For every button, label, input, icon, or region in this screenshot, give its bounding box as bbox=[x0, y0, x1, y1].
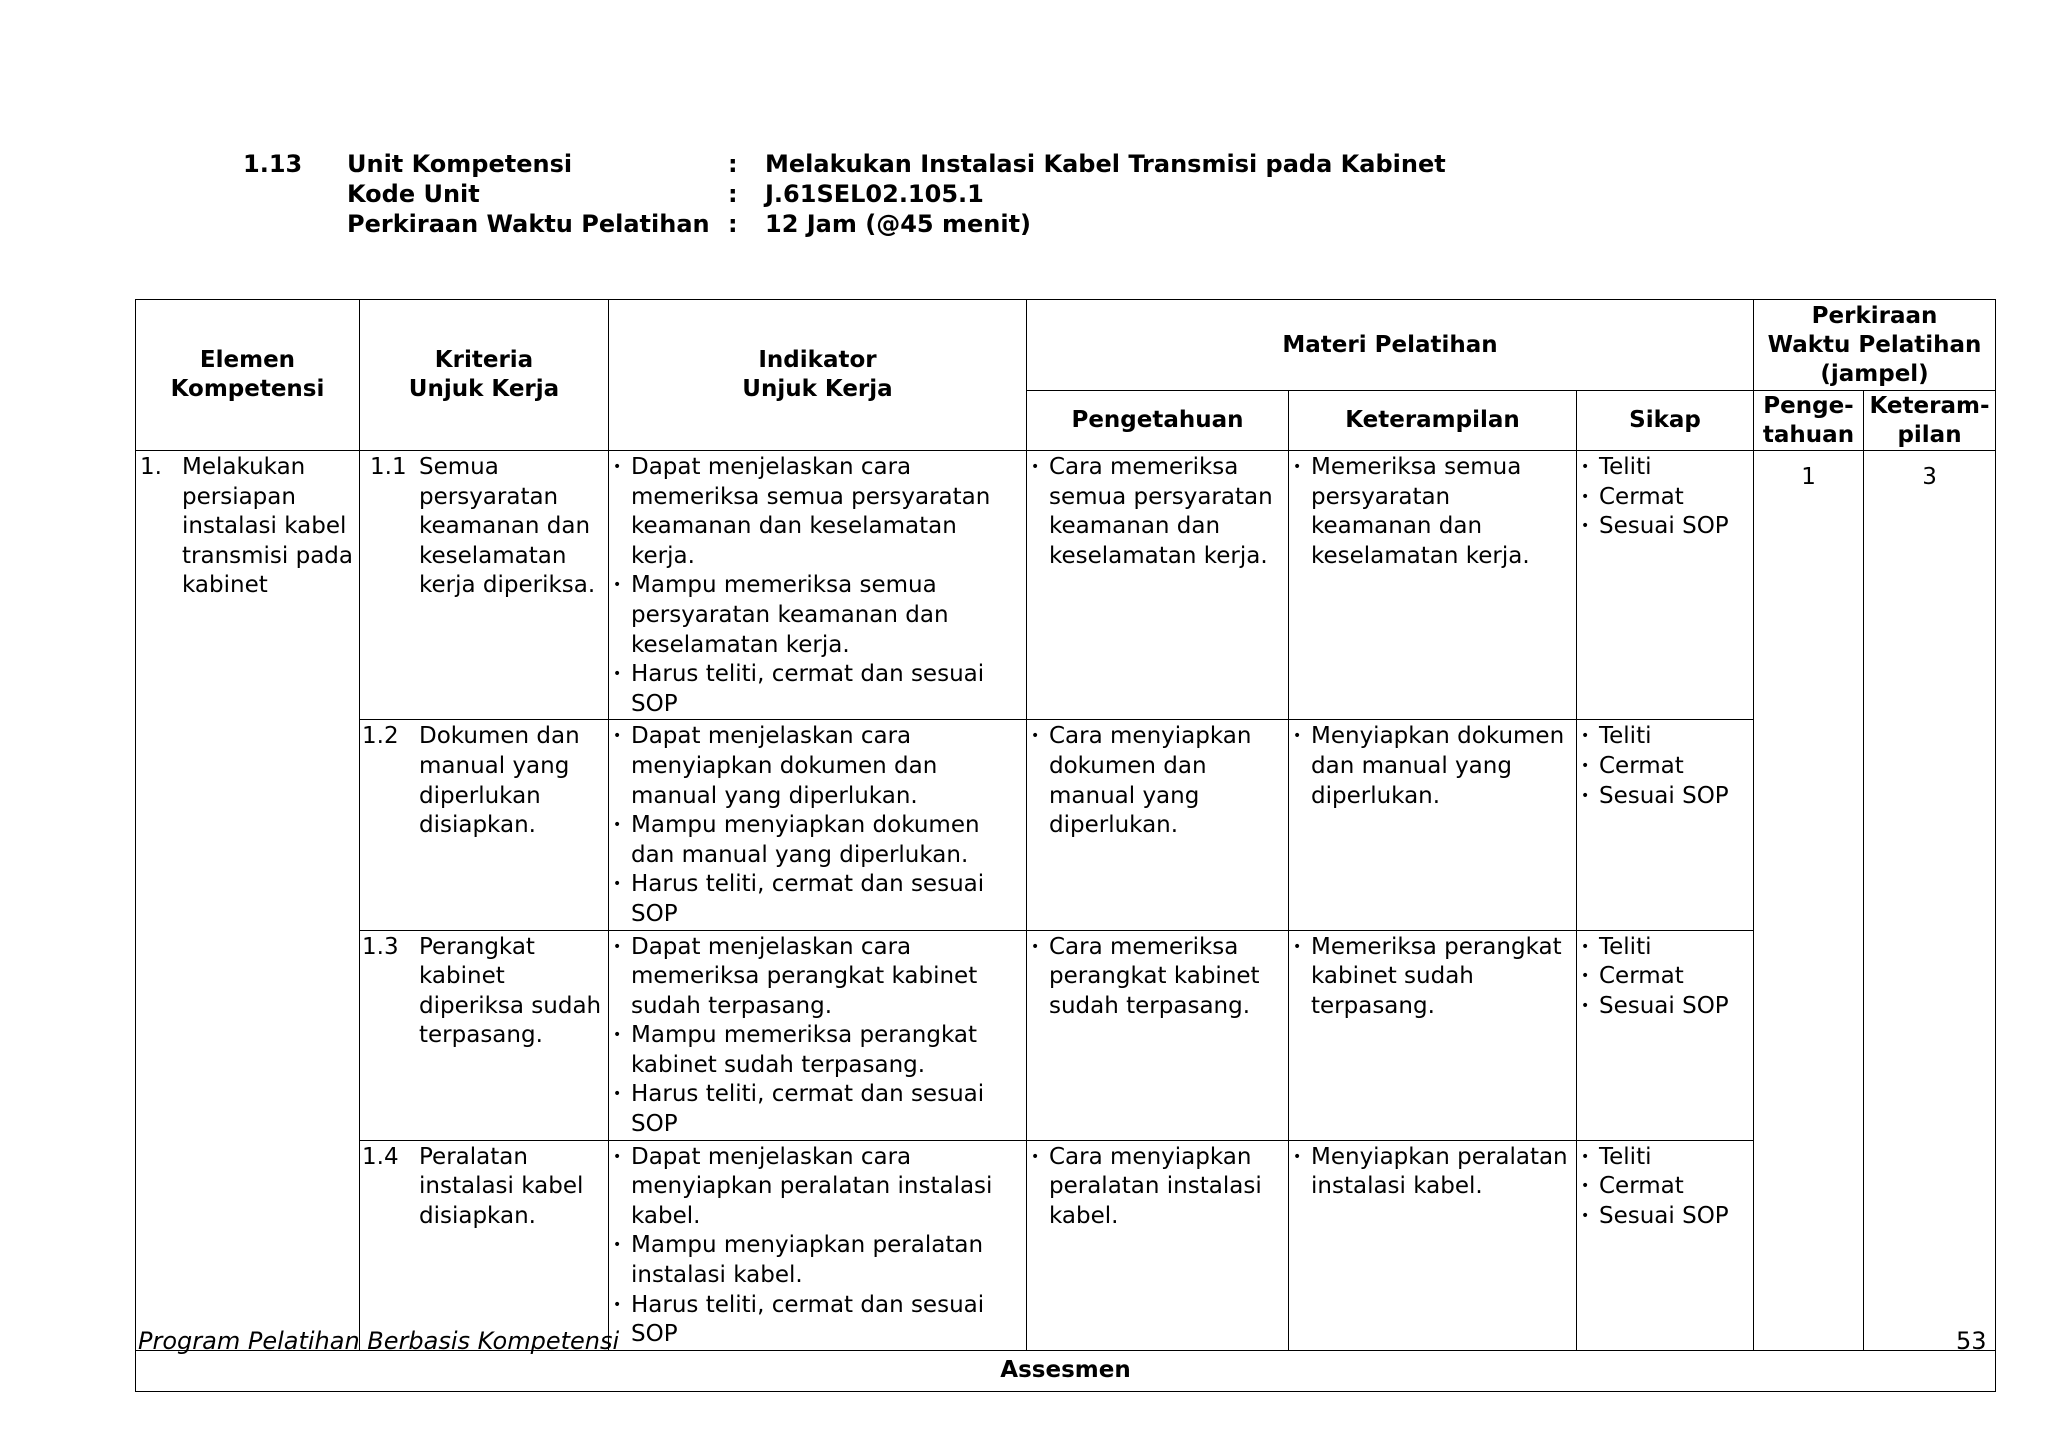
skill-item: • Menyiapkan dokumen dan manual yang diperlukan. bbox=[1291, 722, 1574, 811]
col-header-pengetahuan: Pengetahuan bbox=[1027, 391, 1289, 451]
kriteria-cell bbox=[360, 1140, 609, 1350]
col-header-penge: Penge- tahuan bbox=[1754, 391, 1864, 451]
col-header-keterampilan: Keterampilan bbox=[1289, 391, 1577, 451]
header-colon: : bbox=[728, 210, 738, 238]
header-colon: : bbox=[728, 180, 738, 208]
attitude-item: • Teliti bbox=[1579, 453, 1751, 483]
criteria-text: keamanan dan bbox=[419, 513, 591, 540]
indicator-item: • Harus teliti, cermat dan sesuai SOP bbox=[611, 1080, 1024, 1139]
element-number: 1. bbox=[140, 454, 162, 480]
indikator-cell bbox=[609, 451, 1027, 720]
indicator-item: • Dapat menjelaskan cara menyiapkan dokumen dan manual yang diperlukan. bbox=[611, 722, 1024, 811]
indicator-item: • Mampu memeriksa perangkat kabinet sudah terpasang. bbox=[611, 1021, 1024, 1080]
keterampilan-cell bbox=[1289, 451, 1577, 720]
hours-pengetahuan: 1 bbox=[1801, 464, 1816, 490]
keterampilan-cell bbox=[1289, 720, 1577, 930]
sikap-cell bbox=[1577, 720, 1754, 930]
col-header-waktu: Perkiraan Waktu Pelatihan (jampel) bbox=[1754, 300, 1996, 391]
kriteria-cell bbox=[360, 930, 609, 1140]
sikap-cell bbox=[1577, 451, 1754, 720]
criteria-text: disiapkan. bbox=[419, 1202, 536, 1229]
element-text: transmisi pada bbox=[182, 542, 353, 569]
col-header-materi: Materi Pelatihan bbox=[1027, 300, 1754, 391]
attitude-item: • Sesuai SOP bbox=[1579, 512, 1751, 542]
knowledge-item: • Cara menyiapkan peralatan instalasi kabel. bbox=[1029, 1143, 1286, 1232]
col-header-keteram: Keteram- pilan bbox=[1864, 391, 1996, 451]
pengetahuan-cell bbox=[1027, 720, 1289, 930]
header-row-top bbox=[136, 300, 1996, 391]
criteria-text: Perangkat bbox=[419, 933, 535, 960]
indikator-cell bbox=[609, 930, 1027, 1140]
criteria-text: keselamatan bbox=[419, 542, 567, 569]
pengetahuan-cell bbox=[1027, 930, 1289, 1140]
knowledge-item: • Cara memeriksa semua persyaratan keamanan dan keselamatan kerja. bbox=[1029, 453, 1286, 571]
indicator-item: • Harus teliti, cermat dan sesuai SOP bbox=[611, 870, 1024, 929]
col-header-sikap: Sikap bbox=[1577, 391, 1754, 451]
attitude-item: • Teliti bbox=[1579, 1143, 1751, 1173]
unit-header bbox=[0, 150, 2048, 240]
element-text: persiapan bbox=[182, 483, 296, 510]
page-number: 53 bbox=[1956, 1327, 1987, 1355]
criteria-text: diperiksa sudah bbox=[419, 992, 602, 1019]
skill-item: • Memeriksa semua persyaratan keamanan dan keselamatan kerja. bbox=[1291, 453, 1574, 571]
kriteria-cell bbox=[360, 451, 609, 720]
header-colon: : bbox=[728, 150, 738, 178]
hours-keterampilan-cell bbox=[1864, 451, 1996, 1351]
header-value: Melakukan Instalasi Kabel Transmisi pada Kabinet bbox=[765, 150, 1446, 178]
footer-program: Program Pelatihan Berbasis Kompetensi bbox=[138, 1327, 620, 1355]
competency-table bbox=[135, 299, 1996, 1392]
header-row-unit bbox=[0, 150, 2048, 180]
attitude-item: • Cermat bbox=[1579, 962, 1751, 992]
indicator-item: • Mampu memeriksa semua persyaratan keamanan dan keselamatan kerja. bbox=[611, 571, 1024, 660]
pengetahuan-cell bbox=[1027, 1140, 1289, 1350]
col-header-kriteria: Kriteria Unjuk Kerja bbox=[360, 300, 609, 451]
criteria-text: manual yang bbox=[419, 752, 570, 779]
elemen-cell bbox=[136, 451, 360, 1351]
criteria-text: persyaratan bbox=[419, 483, 559, 510]
criteria-text: disiapkan. bbox=[419, 812, 536, 839]
skill-item: • Memeriksa perangkat kabinet sudah terpasang. bbox=[1291, 933, 1574, 1022]
pengetahuan-cell bbox=[1027, 451, 1289, 720]
knowledge-item: • Cara memeriksa perangkat kabinet sudah terpasang. bbox=[1029, 933, 1286, 1022]
indicator-item: • Dapat menjelaskan cara memeriksa perangkat kabinet sudah terpasang. bbox=[611, 933, 1024, 1022]
table-row bbox=[136, 1140, 1996, 1350]
indicator-item: • Dapat menjelaskan cara menyiapkan peralatan instalasi kabel. bbox=[611, 1143, 1024, 1232]
keterampilan-cell bbox=[1289, 1140, 1577, 1350]
keterampilan-cell bbox=[1289, 930, 1577, 1140]
header-row-kode bbox=[0, 180, 2048, 210]
header-label: Perkiraan Waktu Pelatihan bbox=[347, 210, 710, 238]
element-text: Melakukan bbox=[182, 454, 306, 480]
section-number: 1.13 bbox=[243, 150, 303, 178]
attitude-item: • Cermat bbox=[1579, 1172, 1751, 1202]
kriteria-cell bbox=[360, 720, 609, 930]
header-row-waktu bbox=[0, 210, 2048, 240]
header-label: Unit Kompetensi bbox=[347, 150, 573, 178]
indikator-cell bbox=[609, 1140, 1027, 1350]
col-header-indikator: Indikator Unjuk Kerja bbox=[609, 300, 1027, 451]
criteria-text: Semua bbox=[419, 454, 499, 480]
knowledge-item: • Cara menyiapkan dokumen dan manual yang diperlukan. bbox=[1029, 722, 1286, 840]
attitude-item: • Teliti bbox=[1579, 933, 1751, 963]
criteria-number: 1.3 bbox=[362, 933, 399, 960]
attitude-item: • Cermat bbox=[1579, 752, 1751, 782]
criteria-text: diperlukan bbox=[419, 782, 541, 809]
indicator-item: • Dapat menjelaskan cara memeriksa semua persyaratan keamanan dan keselamatan kerja. bbox=[611, 453, 1024, 571]
indicator-item: • Harus teliti, cermat dan sesuai SOP bbox=[611, 1291, 1024, 1350]
attitude-item: • Sesuai SOP bbox=[1579, 1202, 1751, 1232]
attitude-item: • Cermat bbox=[1579, 483, 1751, 513]
indicator-item: • Harus teliti, cermat dan sesuai SOP bbox=[611, 660, 1024, 719]
criteria-number: 1.4 bbox=[362, 1143, 399, 1170]
table-row bbox=[136, 930, 1996, 1140]
element-text: kabinet bbox=[182, 572, 268, 599]
indicator-item: • Mampu menyiapkan dokumen dan manual yang diperlukan. bbox=[611, 811, 1024, 870]
sikap-cell bbox=[1577, 1140, 1754, 1350]
hours-keterampilan: 3 bbox=[1922, 464, 1937, 490]
attitude-item: • Sesuai SOP bbox=[1579, 782, 1751, 812]
criteria-text: kabinet bbox=[419, 963, 505, 990]
sikap-cell bbox=[1577, 930, 1754, 1140]
criteria-text: terpasang. bbox=[419, 1022, 543, 1049]
table-row bbox=[136, 451, 1996, 720]
criteria-number: 1.2 bbox=[362, 723, 399, 750]
element-text: instalasi kabel bbox=[182, 513, 347, 540]
indicator-item: • Mampu menyiapkan peralatan instalasi kabel. bbox=[611, 1231, 1024, 1290]
criteria-text: instalasi kabel bbox=[419, 1173, 584, 1200]
col-header-elemen: Elemen Kompetensi bbox=[136, 300, 360, 451]
attitude-item: • Teliti bbox=[1579, 722, 1751, 752]
criteria-text: kerja diperiksa. bbox=[419, 572, 596, 599]
criteria-number: 1.1 bbox=[370, 454, 407, 480]
criteria-text: Dokumen dan bbox=[419, 723, 580, 750]
skill-item: • Menyiapkan peralatan instalasi kabel. bbox=[1291, 1143, 1574, 1202]
assessment-label: Assesmen bbox=[136, 1350, 1996, 1391]
header-label: Kode Unit bbox=[347, 180, 480, 208]
table-row bbox=[136, 720, 1996, 930]
header-value: 12 Jam (@45 menit) bbox=[765, 210, 1032, 238]
indikator-cell bbox=[609, 720, 1027, 930]
assessment-row bbox=[136, 1350, 1996, 1391]
hours-pengetahuan-cell bbox=[1754, 451, 1864, 1351]
header-value: J.61SEL02.105.1 bbox=[765, 180, 984, 208]
attitude-item: • Sesuai SOP bbox=[1579, 992, 1751, 1022]
criteria-text: Peralatan bbox=[419, 1143, 528, 1170]
